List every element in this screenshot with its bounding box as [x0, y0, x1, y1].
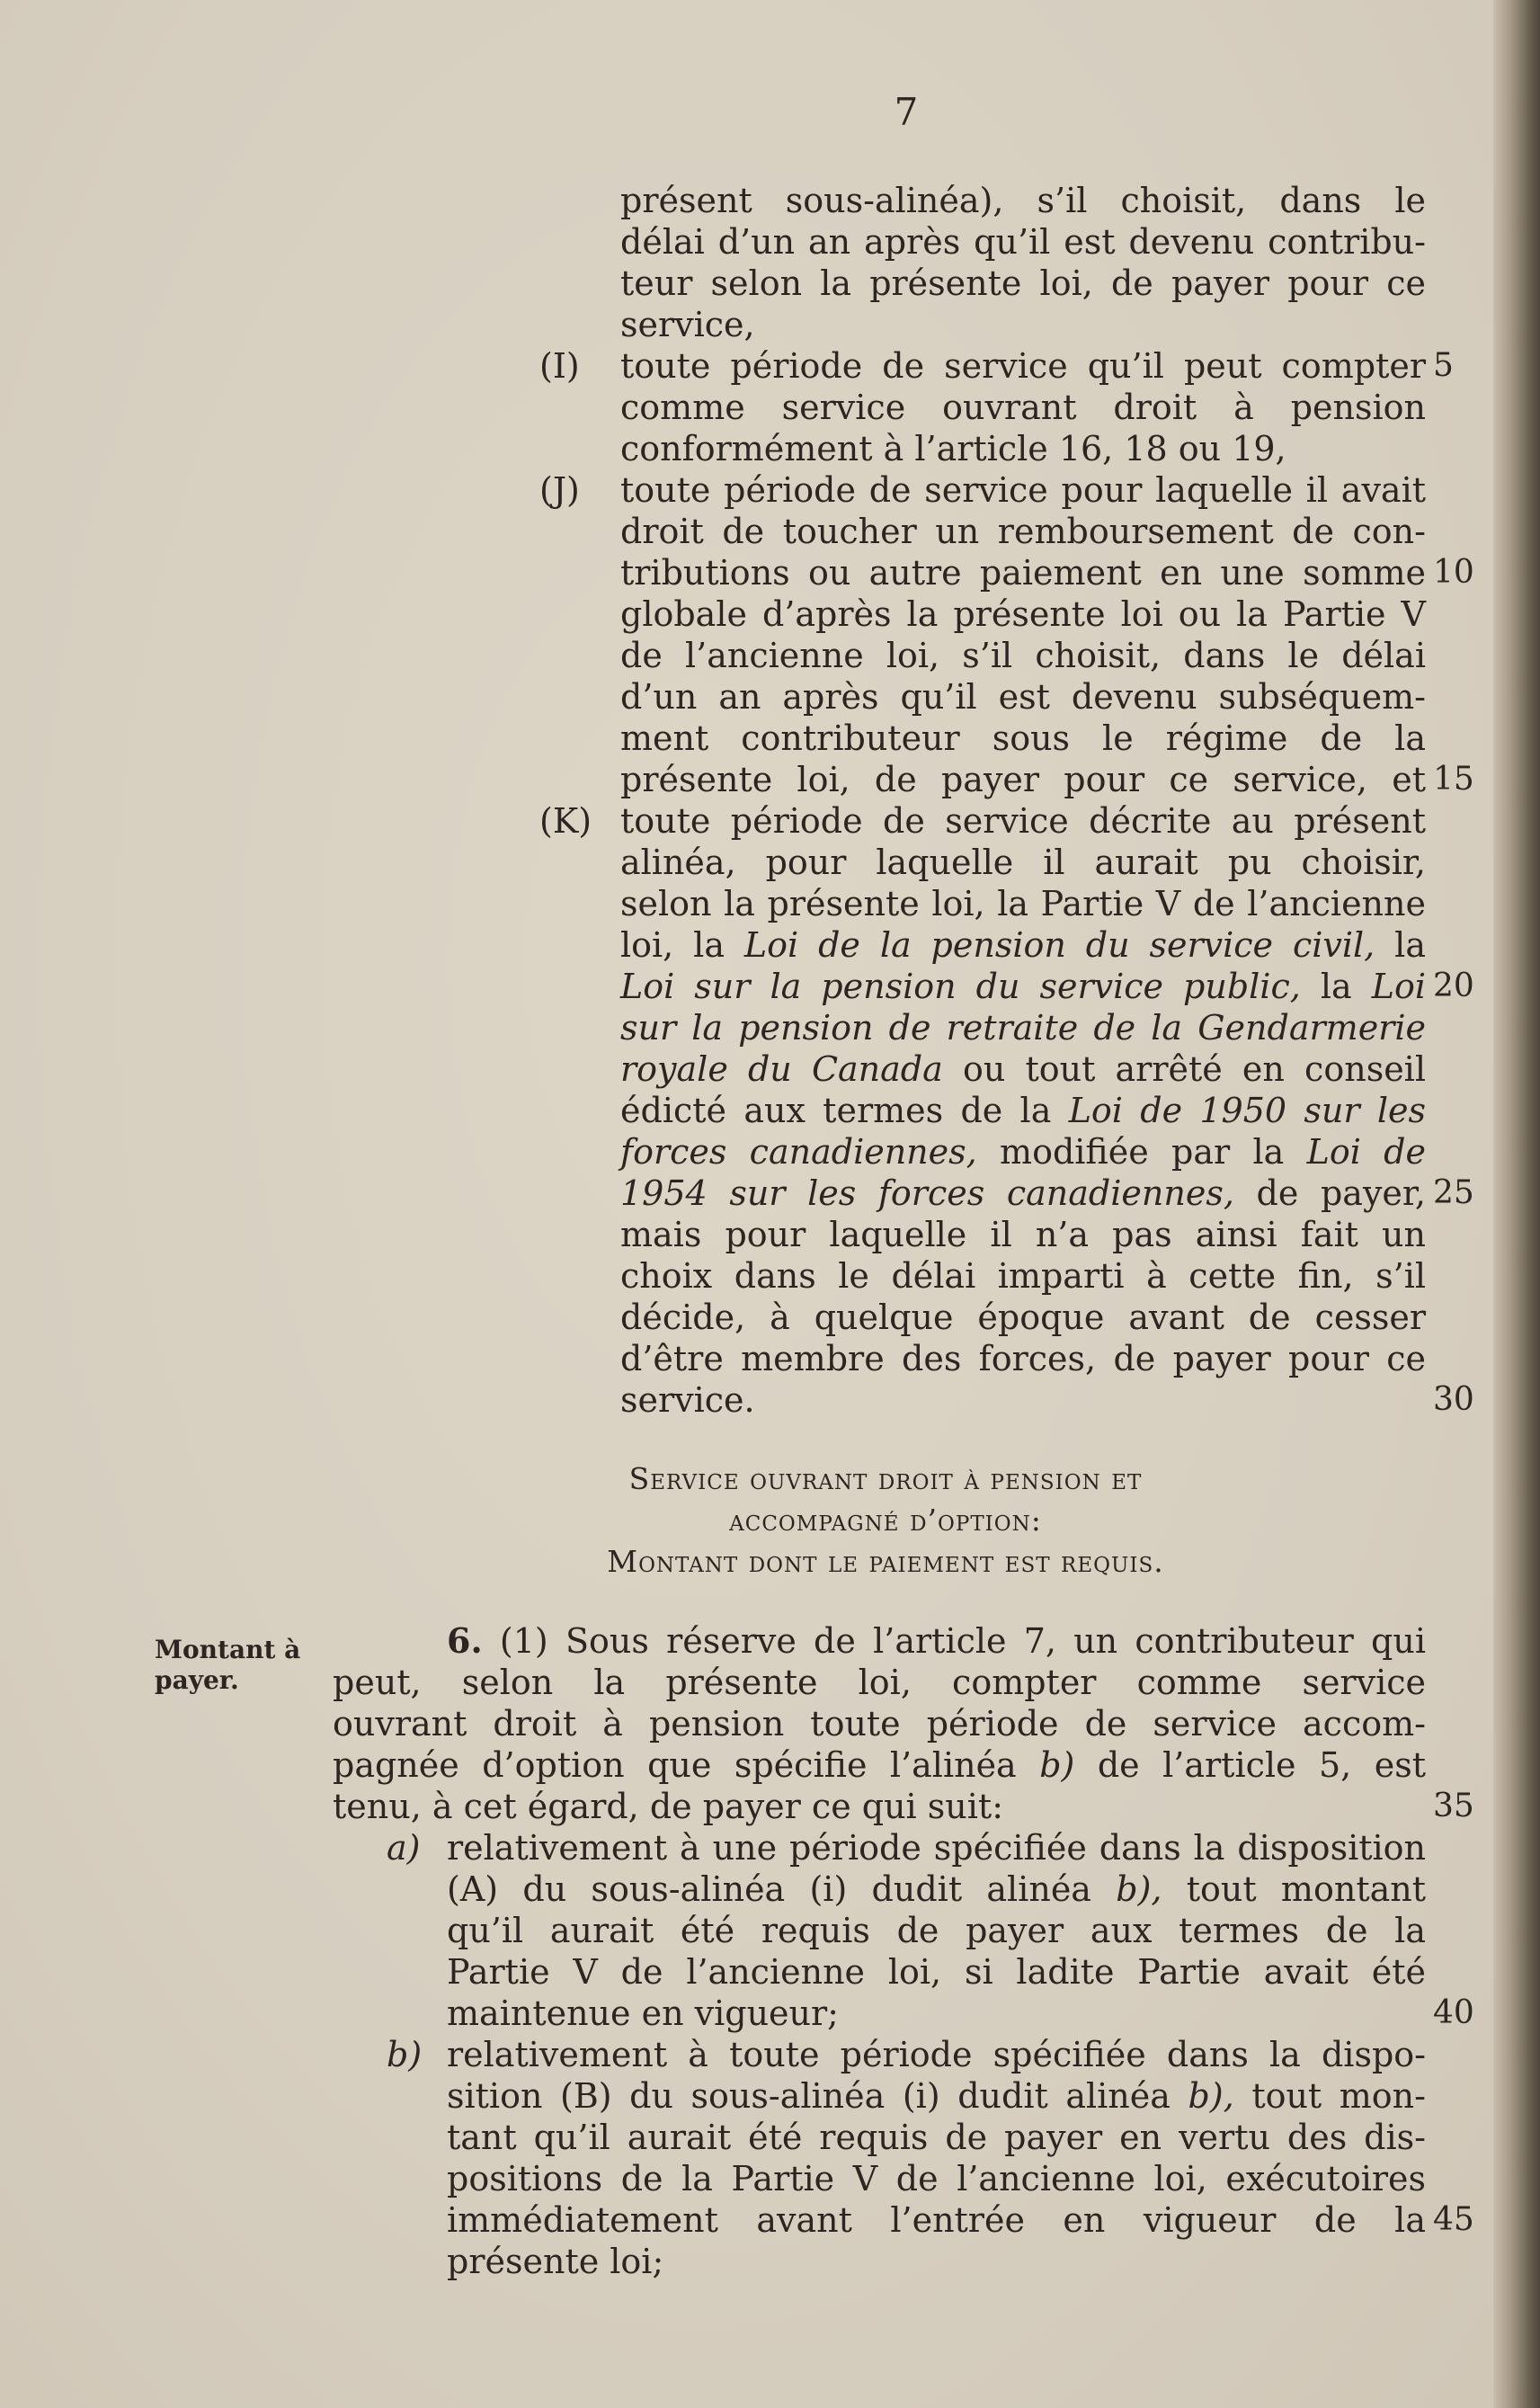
line-number: 25	[1433, 1174, 1474, 1211]
text-line: selon la présente loi, la Partie V de l’ancienne	[620, 884, 1426, 923]
text-line: immédiatement avant l’entrée en vigueur de la	[447, 2200, 1426, 2240]
text-line: décide, à quelque époque avant de cesser	[620, 1298, 1426, 1337]
text-run: de l’article 5, est	[1097, 1745, 1426, 1785]
section-heading-line: accompagné d’option:	[729, 1503, 1042, 1538]
text-run: la	[1394, 925, 1426, 965]
section-heading-line: Service ouvrant droit à pension et	[628, 1461, 1143, 1496]
line-number: 15	[1433, 761, 1474, 798]
line-number: 10	[1433, 554, 1474, 591]
statute-title: 1954 sur les forces canadiennes,	[620, 1173, 1234, 1213]
text-run: tout montant	[1186, 1869, 1426, 1909]
text-line: ment contributeur sous le régime de la	[620, 718, 1426, 758]
line-number: 40	[1433, 1994, 1474, 2031]
text-line	[447, 1620, 1426, 1662]
text-run: b)	[1039, 1745, 1075, 1785]
text-line	[620, 966, 1426, 1007]
statute-title: Loi	[1371, 967, 1426, 1006]
clause-marker-j: (J)	[539, 470, 580, 510]
text-line: relativement à toute période spécifiée dans la dispo-	[447, 2035, 1426, 2074]
text-run: la	[1320, 967, 1352, 1006]
text-run: tout mon-	[1251, 2076, 1426, 2116]
text-line	[620, 1131, 1426, 1173]
text-line: qu’il aurait été requis de payer aux termes de la	[447, 1911, 1426, 1950]
text-line: alinéa, pour laquelle il aurait pu choisir,	[620, 843, 1426, 882]
text-run: b),	[1188, 2076, 1234, 2116]
text-line: tenu, à cet égard, de payer ce qui suit:	[333, 1787, 1003, 1826]
line-number: 20	[1433, 968, 1474, 1004]
text-line: présente loi;	[447, 2242, 664, 2281]
text-run: (A) du sous-alinéa (i) dudit alinéa	[447, 1869, 1091, 1909]
text-line: service.	[620, 1380, 755, 1420]
text-run: sition (B) du sous-alinéa (i) dudit alinéa	[447, 2076, 1171, 2116]
text-line: ouvrant droit à pension toute période de service accom-	[333, 1704, 1426, 1744]
book-spine-shadow	[1493, 0, 1540, 2408]
statute-title: Loi de la pension du service civil,	[743, 925, 1375, 965]
text-line	[333, 1744, 1426, 1786]
text-run: de payer,	[1256, 1173, 1426, 1213]
statute-title: royale du Canada	[620, 1049, 943, 1089]
text-line	[620, 1090, 1426, 1131]
text-line: Partie V de l’ancienne loi, si ladite Partie avait été	[447, 1952, 1426, 1992]
text-line: peut, selon la présente loi, compter comme service	[333, 1663, 1426, 1702]
text-line: d’un an après qu’il est devenu subséquem-	[620, 677, 1426, 717]
text-line: tributions ou autre paiement en une somme	[620, 553, 1426, 593]
text-line: mais pour laquelle il n’a pas ainsi fait un	[620, 1215, 1426, 1254]
text-line	[620, 1048, 1426, 1090]
clause-marker-i: (I)	[539, 346, 580, 386]
statute-title: Loi de	[1306, 1132, 1426, 1172]
text-line	[620, 1173, 1426, 1214]
page-number: 7	[894, 90, 919, 134]
statute-title: Loi de 1950 sur les	[1068, 1091, 1426, 1130]
text-line: présente loi, de payer pour ce service, et	[620, 760, 1426, 799]
statute-title: sur la pension de retraite de la Gendarmerie	[620, 1008, 1426, 1048]
text-line: teur selon la présente loi, de payer pour ce	[620, 263, 1426, 303]
text-run: loi, la	[620, 925, 725, 965]
text-line: service,	[620, 305, 755, 344]
text-line	[447, 1868, 1426, 1910]
text-run: pagnée d’option que spécifie l’alinéa	[333, 1745, 1017, 1785]
text-run: b),	[1116, 1869, 1162, 1909]
text-line: toute période de service pour laquelle il avait	[620, 470, 1426, 510]
text-line: présent sous-alinéa), s’il choisit, dans le	[620, 181, 1426, 220]
line-number: 30	[1433, 1381, 1474, 1418]
text-line: tant qu’il aurait été requis de payer en vertu des dis-	[447, 2118, 1426, 2157]
line-number: 5	[1433, 347, 1454, 384]
text-line: conformément à l’article 16, 18 ou 19,	[620, 429, 1286, 468]
statute-title: forces canadiennes,	[620, 1132, 977, 1172]
text-line: maintenue en vigueur;	[447, 1993, 839, 2033]
text-line: de l’ancienne loi, s’il choisit, dans le délai	[620, 636, 1426, 675]
text-line	[447, 2075, 1426, 2117]
section-number: 6.	[447, 1620, 483, 1661]
text-line: globale d’après la présente loi ou la Partie V	[620, 594, 1426, 634]
text-line	[620, 924, 1426, 966]
text-run: édicté aux termes de la	[620, 1091, 1052, 1130]
text-line: droit de toucher un remboursement de con-	[620, 512, 1426, 551]
paragraph-marker-b: b)	[387, 2035, 423, 2074]
text-line: relativement à une période spécifiée dans la disposition	[447, 1828, 1426, 1868]
section-heading-line: Montant dont le paiement est requis.	[607, 1544, 1164, 1579]
text-line: d’être membre des forces, de payer pour ce	[620, 1339, 1426, 1378]
margin-note: Montant à payer.	[155, 1635, 301, 1695]
clause-marker-k: (K)	[539, 801, 592, 841]
text-line: toute période de service décrite au présent	[620, 801, 1426, 841]
paragraph-marker-a: a)	[387, 1828, 421, 1868]
text-run: (1) Sous réserve de l’article 7, un contributeur qui	[499, 1621, 1426, 1661]
text-line: délai d’un an après qu’il est devenu contribu-	[620, 222, 1426, 262]
text-line: choix dans le délai imparti à cette fin, s’il	[620, 1256, 1426, 1296]
text-line: comme service ouvrant droit à pension	[620, 388, 1426, 427]
text-line: positions de la Partie V de l’ancienne loi, exécutoires	[447, 2159, 1426, 2198]
line-number: 35	[1433, 1788, 1474, 1824]
text-line: toute période de service qu’il peut compter	[620, 346, 1426, 386]
line-number: 45	[1433, 2201, 1474, 2238]
statute-title: Loi sur la pension du service public,	[620, 967, 1301, 1006]
text-run: ou tout arrêté en conseil	[962, 1049, 1426, 1089]
text-run: modifiée par la	[1000, 1132, 1285, 1172]
